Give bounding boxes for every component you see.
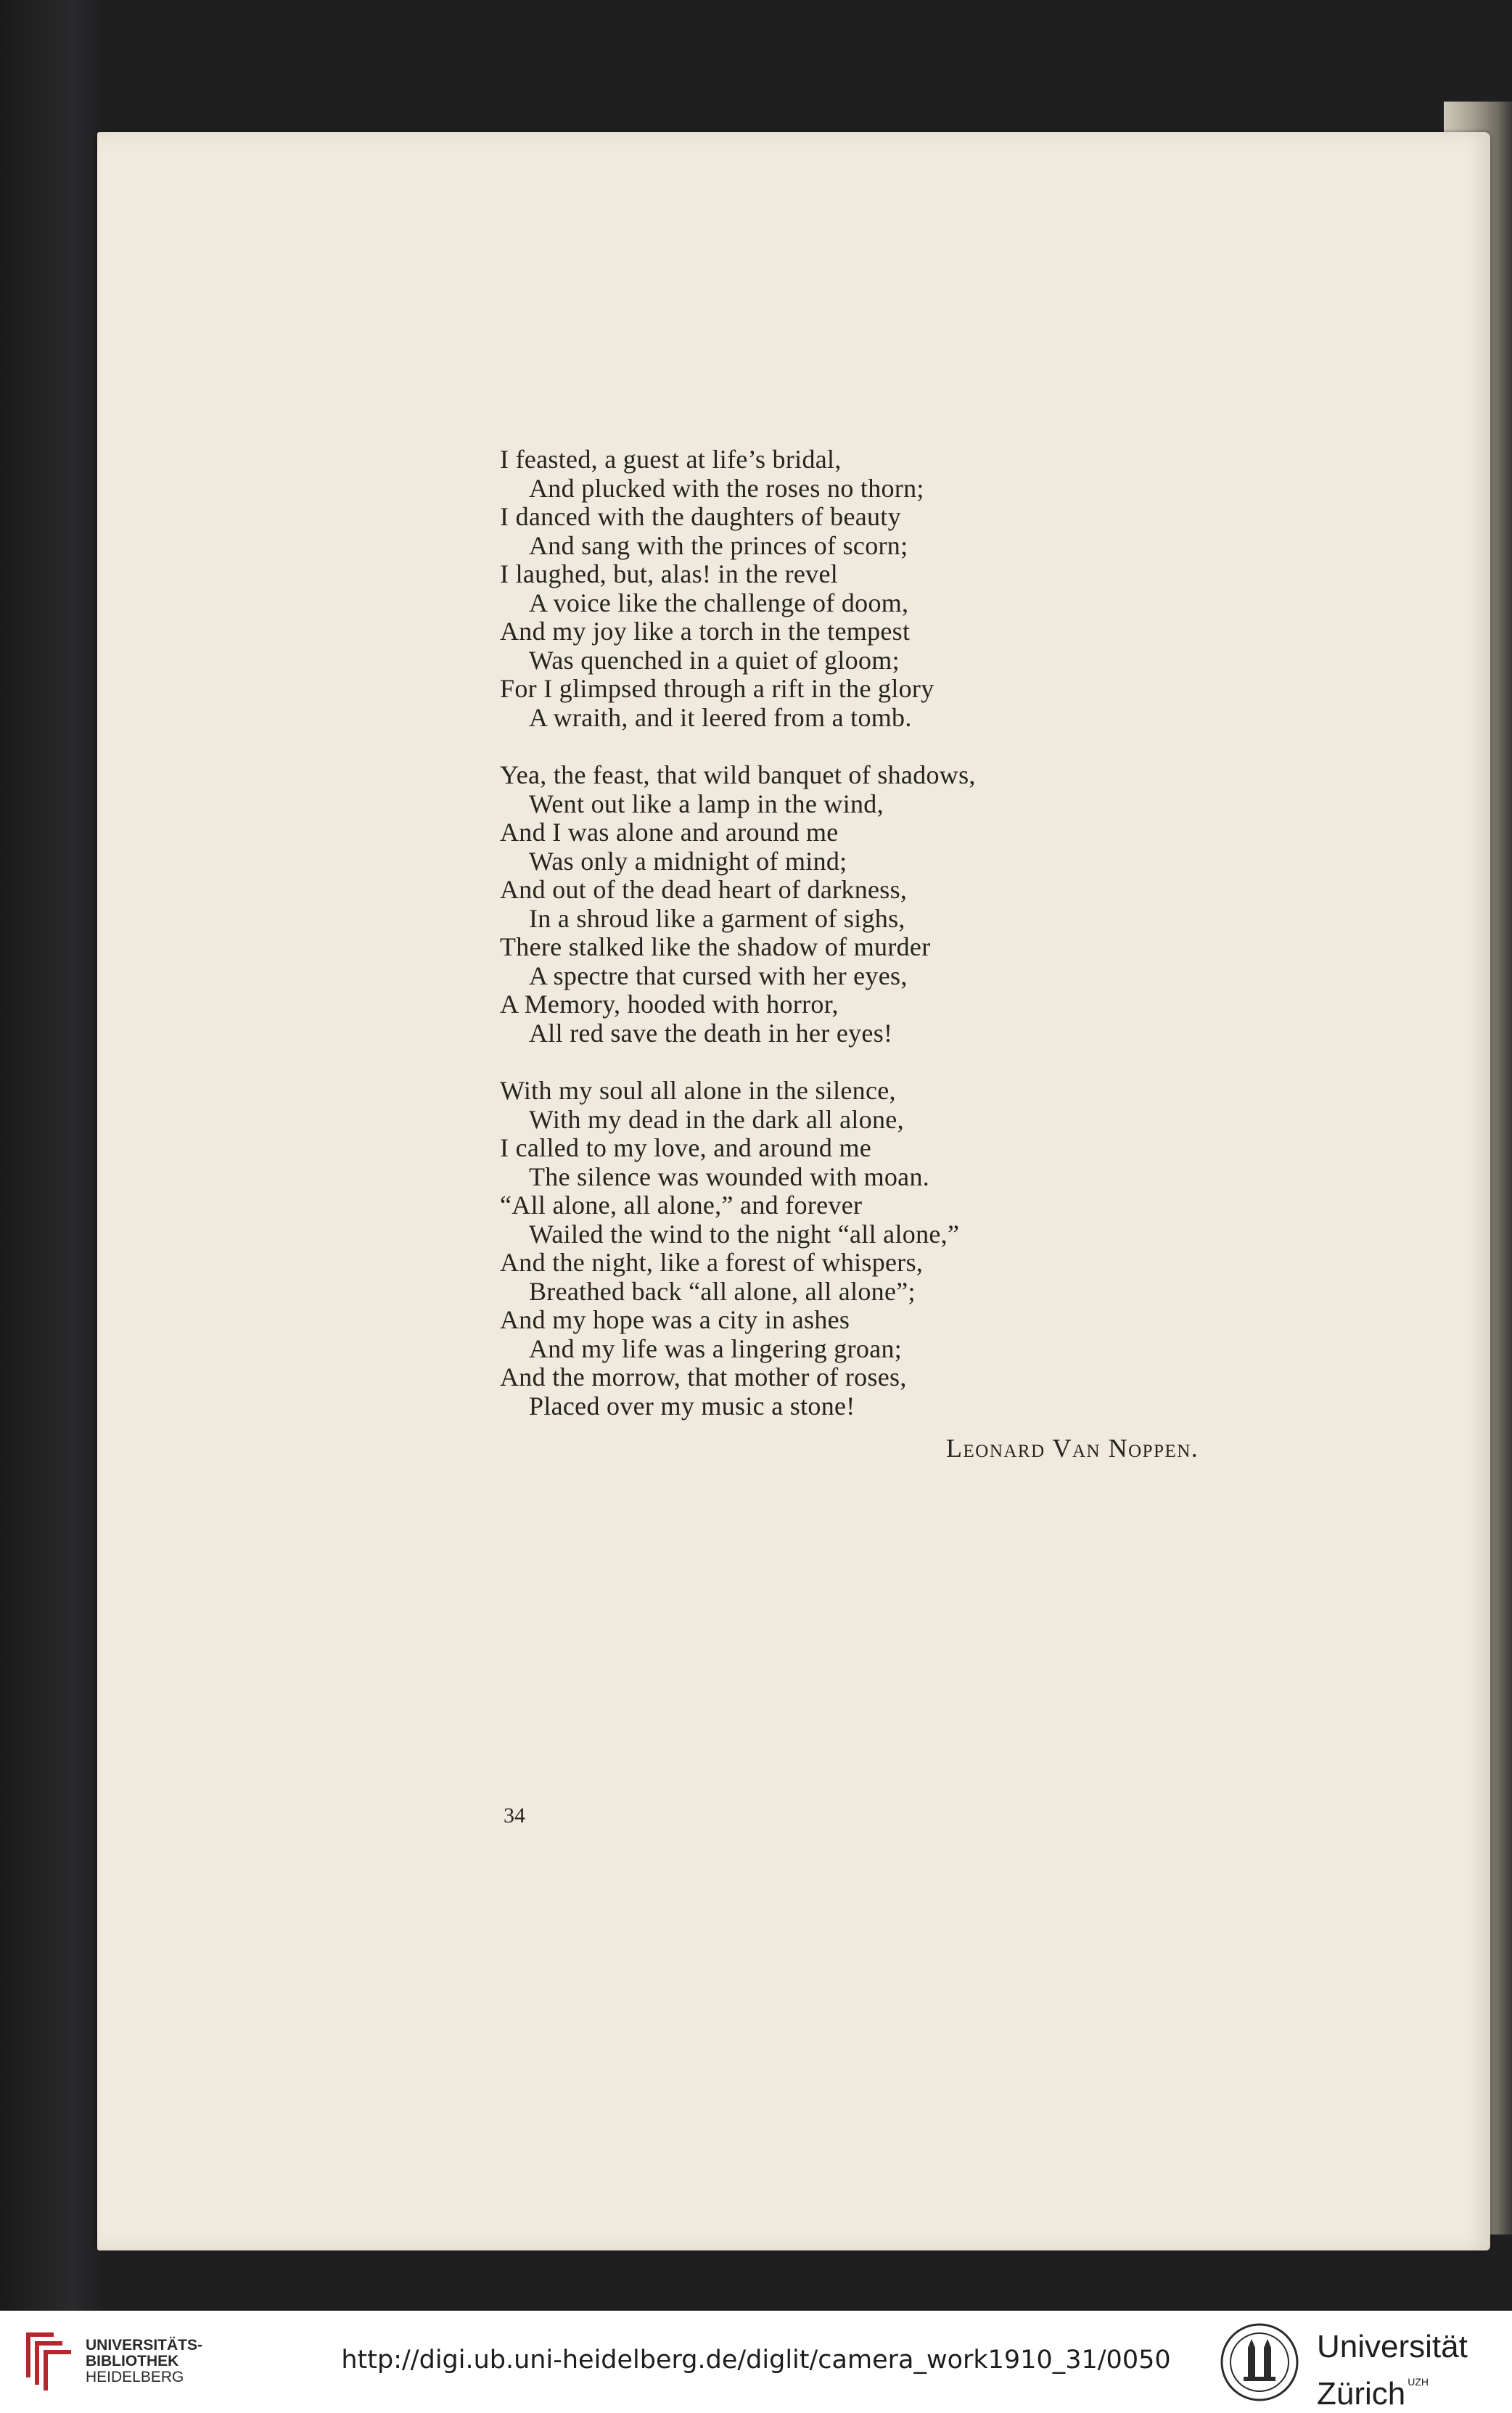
library-name-line: HEIDELBERG bbox=[86, 2369, 184, 2385]
book-cover bbox=[0, 0, 102, 2311]
permalink-url[interactable]: http://digi.ub.uni-heidelberg.de/diglit/camera_work1910_31/0050 bbox=[341, 2346, 1171, 2375]
poem-line: With my dead in the dark all alone, bbox=[529, 1104, 904, 1134]
poem-line: Went out like a lamp in the wind, bbox=[529, 789, 884, 818]
poem-line: With my soul all alone in the silence, bbox=[500, 1076, 896, 1105]
poem-line: And my hope was a city in ashes bbox=[500, 1305, 850, 1334]
poem-line: A Memory, hooded with horror, bbox=[500, 990, 839, 1019]
uzh-name-line1: Universität bbox=[1317, 2329, 1468, 2364]
poem-line: And I was alone and around me bbox=[500, 818, 839, 847]
poem-line: I danced with the daughters of beauty bbox=[500, 502, 901, 531]
poem-line: I feasted, a guest at life’s bridal, bbox=[500, 445, 842, 474]
footer-bar bbox=[0, 2311, 1512, 2413]
uzh-name-line2 bbox=[1317, 2364, 1468, 2412]
poem-stanza bbox=[500, 1077, 976, 1421]
uzh-name[interactable] bbox=[1317, 2330, 1468, 2412]
poem-stanza bbox=[500, 445, 976, 732]
poem-line: Breathed back “all alone, all alone”; bbox=[529, 1276, 916, 1306]
poem-line: The silence was wounded with moan. bbox=[529, 1162, 930, 1191]
poem-line: For I glimpsed through a rift in the glory bbox=[500, 674, 934, 703]
page-number: 34 bbox=[504, 1804, 525, 1828]
uzh-city: Zürich bbox=[1317, 2376, 1406, 2412]
uzh-superscript: UZH bbox=[1408, 2376, 1429, 2388]
poem-line: And out of the dead heart of darkness, bbox=[500, 875, 908, 904]
poem-line: Placed over my music a stone! bbox=[529, 1391, 855, 1421]
poem-author: Leonard Van Noppen. bbox=[946, 1434, 1199, 1463]
poem-line: “All alone, all alone,” and forever bbox=[500, 1191, 863, 1220]
library-name-line: BIBLIOTHEK bbox=[86, 2353, 179, 2369]
poem-line: Was quenched in a quiet of gloom; bbox=[529, 645, 900, 675]
poem-line: Wailed the wind to the night “all alone,” bbox=[529, 1219, 960, 1249]
poem-line: And my life was a lingering groan; bbox=[529, 1333, 903, 1363]
poem-line: A spectre that cursed with her eyes, bbox=[529, 961, 908, 990]
poem-line: Yea, the feast, that wild banquet of shadows, bbox=[500, 760, 976, 789]
uzh-seal-icon[interactable] bbox=[1219, 2322, 1300, 2403]
poem-line: And sang with the princes of scorn; bbox=[529, 530, 908, 560]
poem-line: I called to my love, and around me bbox=[500, 1133, 872, 1162]
poem-line: I laughed, but, alas! in the revel bbox=[500, 559, 839, 588]
poem-line: And the morrow, that mother of roses, bbox=[500, 1362, 907, 1392]
poem-line: A wraith, and it leered from a tomb. bbox=[529, 702, 912, 732]
poem-stanza bbox=[500, 761, 976, 1048]
poem-line: And the night, like a forest of whispers, bbox=[500, 1248, 924, 1277]
poem-line: There stalked like the shadow of murder bbox=[500, 932, 931, 961]
poem-line: And my joy like a torch in the tempest bbox=[500, 617, 911, 646]
poem-line: And plucked with the roses no thorn; bbox=[529, 473, 924, 503]
poem-line: A voice like the challenge of doom, bbox=[529, 588, 909, 617]
poem-line: All red save the death in her eyes! bbox=[529, 1018, 893, 1048]
book-page bbox=[97, 132, 1490, 2250]
library-name-line: UNIVERSITÄTS- bbox=[86, 2337, 203, 2354]
poem bbox=[500, 445, 976, 1450]
poem-line: Was only a midnight of mind; bbox=[529, 846, 847, 876]
poem-line: In a shroud like a garment of sighs, bbox=[529, 903, 905, 933]
